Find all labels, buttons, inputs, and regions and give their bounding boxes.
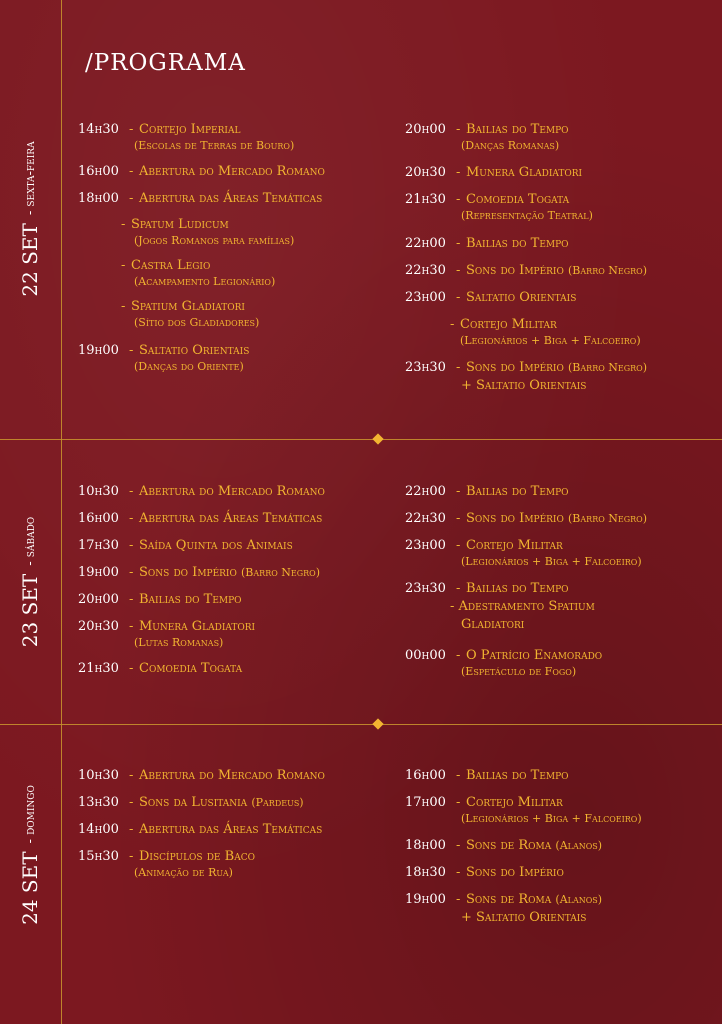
event-name: Sons do Império — [466, 263, 564, 278]
schedule-item: 15h30 - Discípulos de Baco (Animação de Rua) — [78, 849, 255, 879]
event-time: 23h30 — [405, 360, 446, 375]
event-subtitle: (Legionários + Biga + Falcoeiro) — [461, 555, 642, 568]
event-name: Abertura das Áreas Temáticas — [139, 511, 323, 526]
day-label-weekday: - sexta-feira — [22, 141, 38, 216]
schedule-item: - Castra Legio (Acampamento Legionário) — [121, 258, 276, 288]
event-time: 22h30 — [405, 263, 446, 278]
event-subtitle: (Legionários + Biga + Falcoeiro) — [461, 812, 642, 825]
event-time: 16h00 — [405, 768, 446, 783]
event-name: Sons do Império — [139, 565, 237, 580]
event-note: (Barro Negro) — [241, 566, 320, 579]
schedule-item: 23h00 - Saltatio Orientais — [405, 290, 577, 305]
event-time: 19h00 — [405, 892, 446, 907]
event-name: Bailias do Tempo — [466, 768, 569, 783]
schedule-item: 16h00 - Abertura das Áreas Temáticas — [78, 511, 323, 526]
event-time: 17h00 — [405, 795, 446, 810]
event-name: Abertura das Áreas Temáticas — [139, 191, 323, 206]
schedule-item: - Spatum Ludicum (Jogos Romanos para famílias) — [121, 217, 295, 247]
event-name: Sons do Império — [466, 360, 564, 375]
event-time: 19h00 — [78, 343, 119, 358]
event-continuation: + Saltatio Orientais — [461, 378, 587, 393]
event-name: Cortejo Imperial — [139, 122, 241, 137]
section-divider-2 — [0, 724, 722, 725]
schedule-item: 14h30 - Cortejo Imperial (Escolas de Terras de Bouro) — [78, 121, 378, 153]
schedule-item: 19h00 - Saltatio Orientais (Danças do Oriente) — [78, 343, 250, 373]
event-time: 18h30 — [405, 865, 446, 880]
schedule-item: 22h30 - Sons do Império (Barro Negro) — [405, 263, 647, 278]
event-name: Abertura das Áreas Temáticas — [139, 822, 323, 837]
event-name: O Patrício Enamorado — [466, 648, 603, 663]
event-name: Munera Gladiatori — [139, 619, 256, 634]
event-name: Sons de Roma — [466, 838, 552, 853]
schedule-item: 23h30 - Bailias do Tempo - Adestramento Spatium Gladiatori — [405, 581, 595, 632]
event-name: Discípulos de Baco — [139, 849, 255, 864]
event-time: 20h30 — [78, 619, 119, 634]
event-time: 21h30 — [78, 661, 119, 676]
schedule-item: 20h00 - Bailias do Tempo (Danças Romanas) — [405, 122, 569, 152]
event-name: Sons do Império — [466, 865, 564, 880]
event-time: 23h00 — [405, 290, 446, 305]
day-label-weekday: - sábado — [22, 516, 38, 566]
vertical-divider — [61, 0, 62, 1024]
event-name: Spatium Gladiatori — [131, 299, 245, 314]
schedule-item: 23h30 - Sons do Império (Barro Negro) + Saltatio Orientais — [405, 360, 647, 393]
event-time: 20h00 — [78, 592, 119, 607]
event-name: Bailias do Tempo — [466, 236, 569, 251]
event-name: Abertura do Mercado Romano — [139, 768, 325, 783]
schedule-item: 16h00 - Abertura do Mercado Romano — [78, 164, 325, 179]
schedule-item: 20h30 - Munera Gladiatori — [405, 165, 583, 180]
page-title: /PROGRAMA — [85, 50, 246, 76]
schedule-item: 18h00 - Sons de Roma (Alanos) — [405, 838, 603, 853]
event-time: 13h30 — [78, 795, 119, 810]
event-time: 22h00 — [405, 236, 446, 251]
schedule-item: 00h00 - O Patrício Enamorado (Espetáculo de Fogo) — [405, 648, 603, 678]
event-time: 23h30 — [405, 581, 446, 596]
schedule-item: 21h30 - Comoedia Togata (Representação Teatral) — [405, 192, 593, 222]
event-time: 14h30 — [78, 122, 119, 137]
event-time: 10h30 — [78, 484, 119, 499]
event-time: 15h30 — [78, 849, 119, 864]
event-time: 23h00 — [405, 538, 446, 553]
day-label-date: 22 SET — [18, 223, 42, 297]
event-note: (Alanos) — [555, 839, 603, 852]
schedule-item: 18h00 - Abertura das Áreas Temáticas — [78, 191, 323, 206]
schedule-item: 22h00 - Bailias do Tempo — [405, 236, 569, 251]
event-name: Abertura do Mercado Romano — [139, 164, 325, 179]
divider-diamond-1 — [372, 433, 383, 444]
schedule-item: - Cortejo Militar (Legionários + Biga + Falcoeiro) — [450, 317, 641, 347]
event-subtitle: (Legionários + Biga + Falcoeiro) — [460, 334, 641, 347]
event-time: 16h00 — [78, 164, 119, 179]
event-subtitle: (Acampamento Legionário) — [134, 275, 276, 288]
schedule-item: 22h30 - Sons do Império (Barro Negro) — [405, 511, 647, 526]
event-name: Bailias do Tempo — [466, 484, 569, 499]
schedule-item: 10h30 - Abertura do Mercado Romano — [78, 484, 325, 499]
schedule-item: 20h30 - Munera Gladiatori (Lutas Romanas) — [78, 619, 256, 649]
event-name: Saltatio Orientais — [139, 343, 250, 358]
schedule-item: 14h00 - Abertura das Áreas Temáticas — [78, 822, 323, 837]
section-divider-1 — [0, 439, 722, 440]
event-note: (Barro Negro) — [568, 512, 647, 525]
event-continuation: Gladiatori — [461, 617, 525, 632]
event-time: 17h30 — [78, 538, 119, 553]
event-name: Spatum Ludicum — [131, 217, 229, 232]
event-name: Sons de Roma — [466, 892, 552, 907]
event-note: (Alanos) — [555, 893, 603, 906]
event-continuation: + Saltatio Orientais — [461, 910, 587, 925]
schedule-item: 22h00 - Bailias do Tempo — [405, 484, 569, 499]
event-name: Castra Legio — [131, 258, 211, 273]
event-time: 00h00 — [405, 648, 446, 663]
schedule-item: 16h00 - Bailias do Tempo — [405, 768, 569, 783]
event-subtitle: (Espetáculo de Fogo) — [461, 665, 577, 678]
event-name: Saída Quinta dos Animais — [139, 538, 293, 553]
schedule-item: 18h30 - Sons do Império — [405, 865, 564, 880]
event-name: Saltatio Orientais — [466, 290, 577, 305]
event-time: 16h00 — [78, 511, 119, 526]
event-name: Bailias do Tempo — [139, 592, 242, 607]
event-time: 22h00 — [405, 484, 446, 499]
event-time: 18h00 — [405, 838, 446, 853]
event-subtitle: (Lutas Romanas) — [134, 636, 224, 649]
day-label-23-set — [15, 432, 45, 732]
divider-diamond-2 — [372, 718, 383, 729]
event-name: Munera Gladiatori — [466, 165, 583, 180]
schedule-item: 17h30 - Saída Quinta dos Animais — [78, 538, 293, 553]
event-time: 22h30 — [405, 511, 446, 526]
event-continuation: - Adestramento Spatium — [450, 599, 595, 614]
event-note: (Pardeus) — [251, 796, 304, 809]
event-subtitle: (Danças do Oriente) — [134, 360, 244, 373]
event-name: Cortejo Militar — [466, 538, 563, 553]
event-name: Bailias do Tempo — [466, 581, 569, 596]
schedule-item: 23h00 - Cortejo Militar (Legionários + Biga + Falcoeiro) — [405, 538, 642, 568]
event-name: Cortejo Militar — [466, 795, 563, 810]
day-label-weekday: - domingo — [22, 785, 38, 844]
event-subtitle: (Jogos Romanos para famílias) — [134, 234, 295, 247]
schedule-item: - Spatium Gladiatori (Sítio dos Gladiadores) — [121, 299, 260, 329]
event-time: 18h00 — [78, 191, 119, 206]
event-subtitle: (Danças Romanas) — [461, 139, 560, 152]
event-note: (Barro Negro) — [568, 361, 647, 374]
schedule-item: 13h30 - Sons da Lusitania (Pardeus) — [78, 795, 304, 810]
event-time: 21h30 — [405, 192, 446, 207]
event-time: 10h30 — [78, 768, 119, 783]
event-name: Cortejo Militar — [460, 317, 557, 332]
event-subtitle: (Animação de Rua) — [134, 866, 233, 879]
event-name: Sons do Império — [466, 511, 564, 526]
event-name: Bailias do Tempo — [466, 122, 569, 137]
event-note: (Barro Negro) — [568, 264, 647, 277]
event-subtitle: (Sítio dos Gladiadores) — [134, 316, 260, 329]
schedule-item: 19h00 - Sons do Império (Barro Negro) — [78, 565, 320, 580]
event-name: Sons da Lusitania — [139, 795, 248, 810]
event-time: 20h00 — [405, 122, 446, 137]
day1-left-column — [78, 121, 378, 373]
event-time: 19h00 — [78, 565, 119, 580]
event-time: 14h00 — [78, 822, 119, 837]
event-name: Comoedia Togata — [139, 661, 243, 676]
day-label-22-set — [15, 69, 45, 369]
day-label-24-set — [15, 705, 45, 1005]
day-label-date: 23 SET — [18, 573, 42, 648]
schedule-item: 21h30 - Comoedia Togata — [78, 661, 243, 676]
day-label-date: 24 SET — [18, 851, 42, 925]
schedule-item: 20h00 - Bailias do Tempo — [78, 592, 242, 607]
event-subtitle: (Representação Teatral) — [461, 209, 593, 222]
event-name: Abertura do Mercado Romano — [139, 484, 325, 499]
schedule-item: 10h30 - Abertura do Mercado Romano — [78, 768, 325, 783]
event-subtitle: (Escolas de Terras de Bouro) — [134, 139, 295, 152]
event-time: 20h30 — [405, 165, 446, 180]
schedule-item: 19h00 - Sons de Roma (Alanos) + Saltatio Orientais — [405, 892, 603, 925]
event-name: Comoedia Togata — [466, 192, 570, 207]
schedule-item: 17h00 - Cortejo Militar (Legionários + Biga + Falcoeiro) — [405, 795, 642, 825]
